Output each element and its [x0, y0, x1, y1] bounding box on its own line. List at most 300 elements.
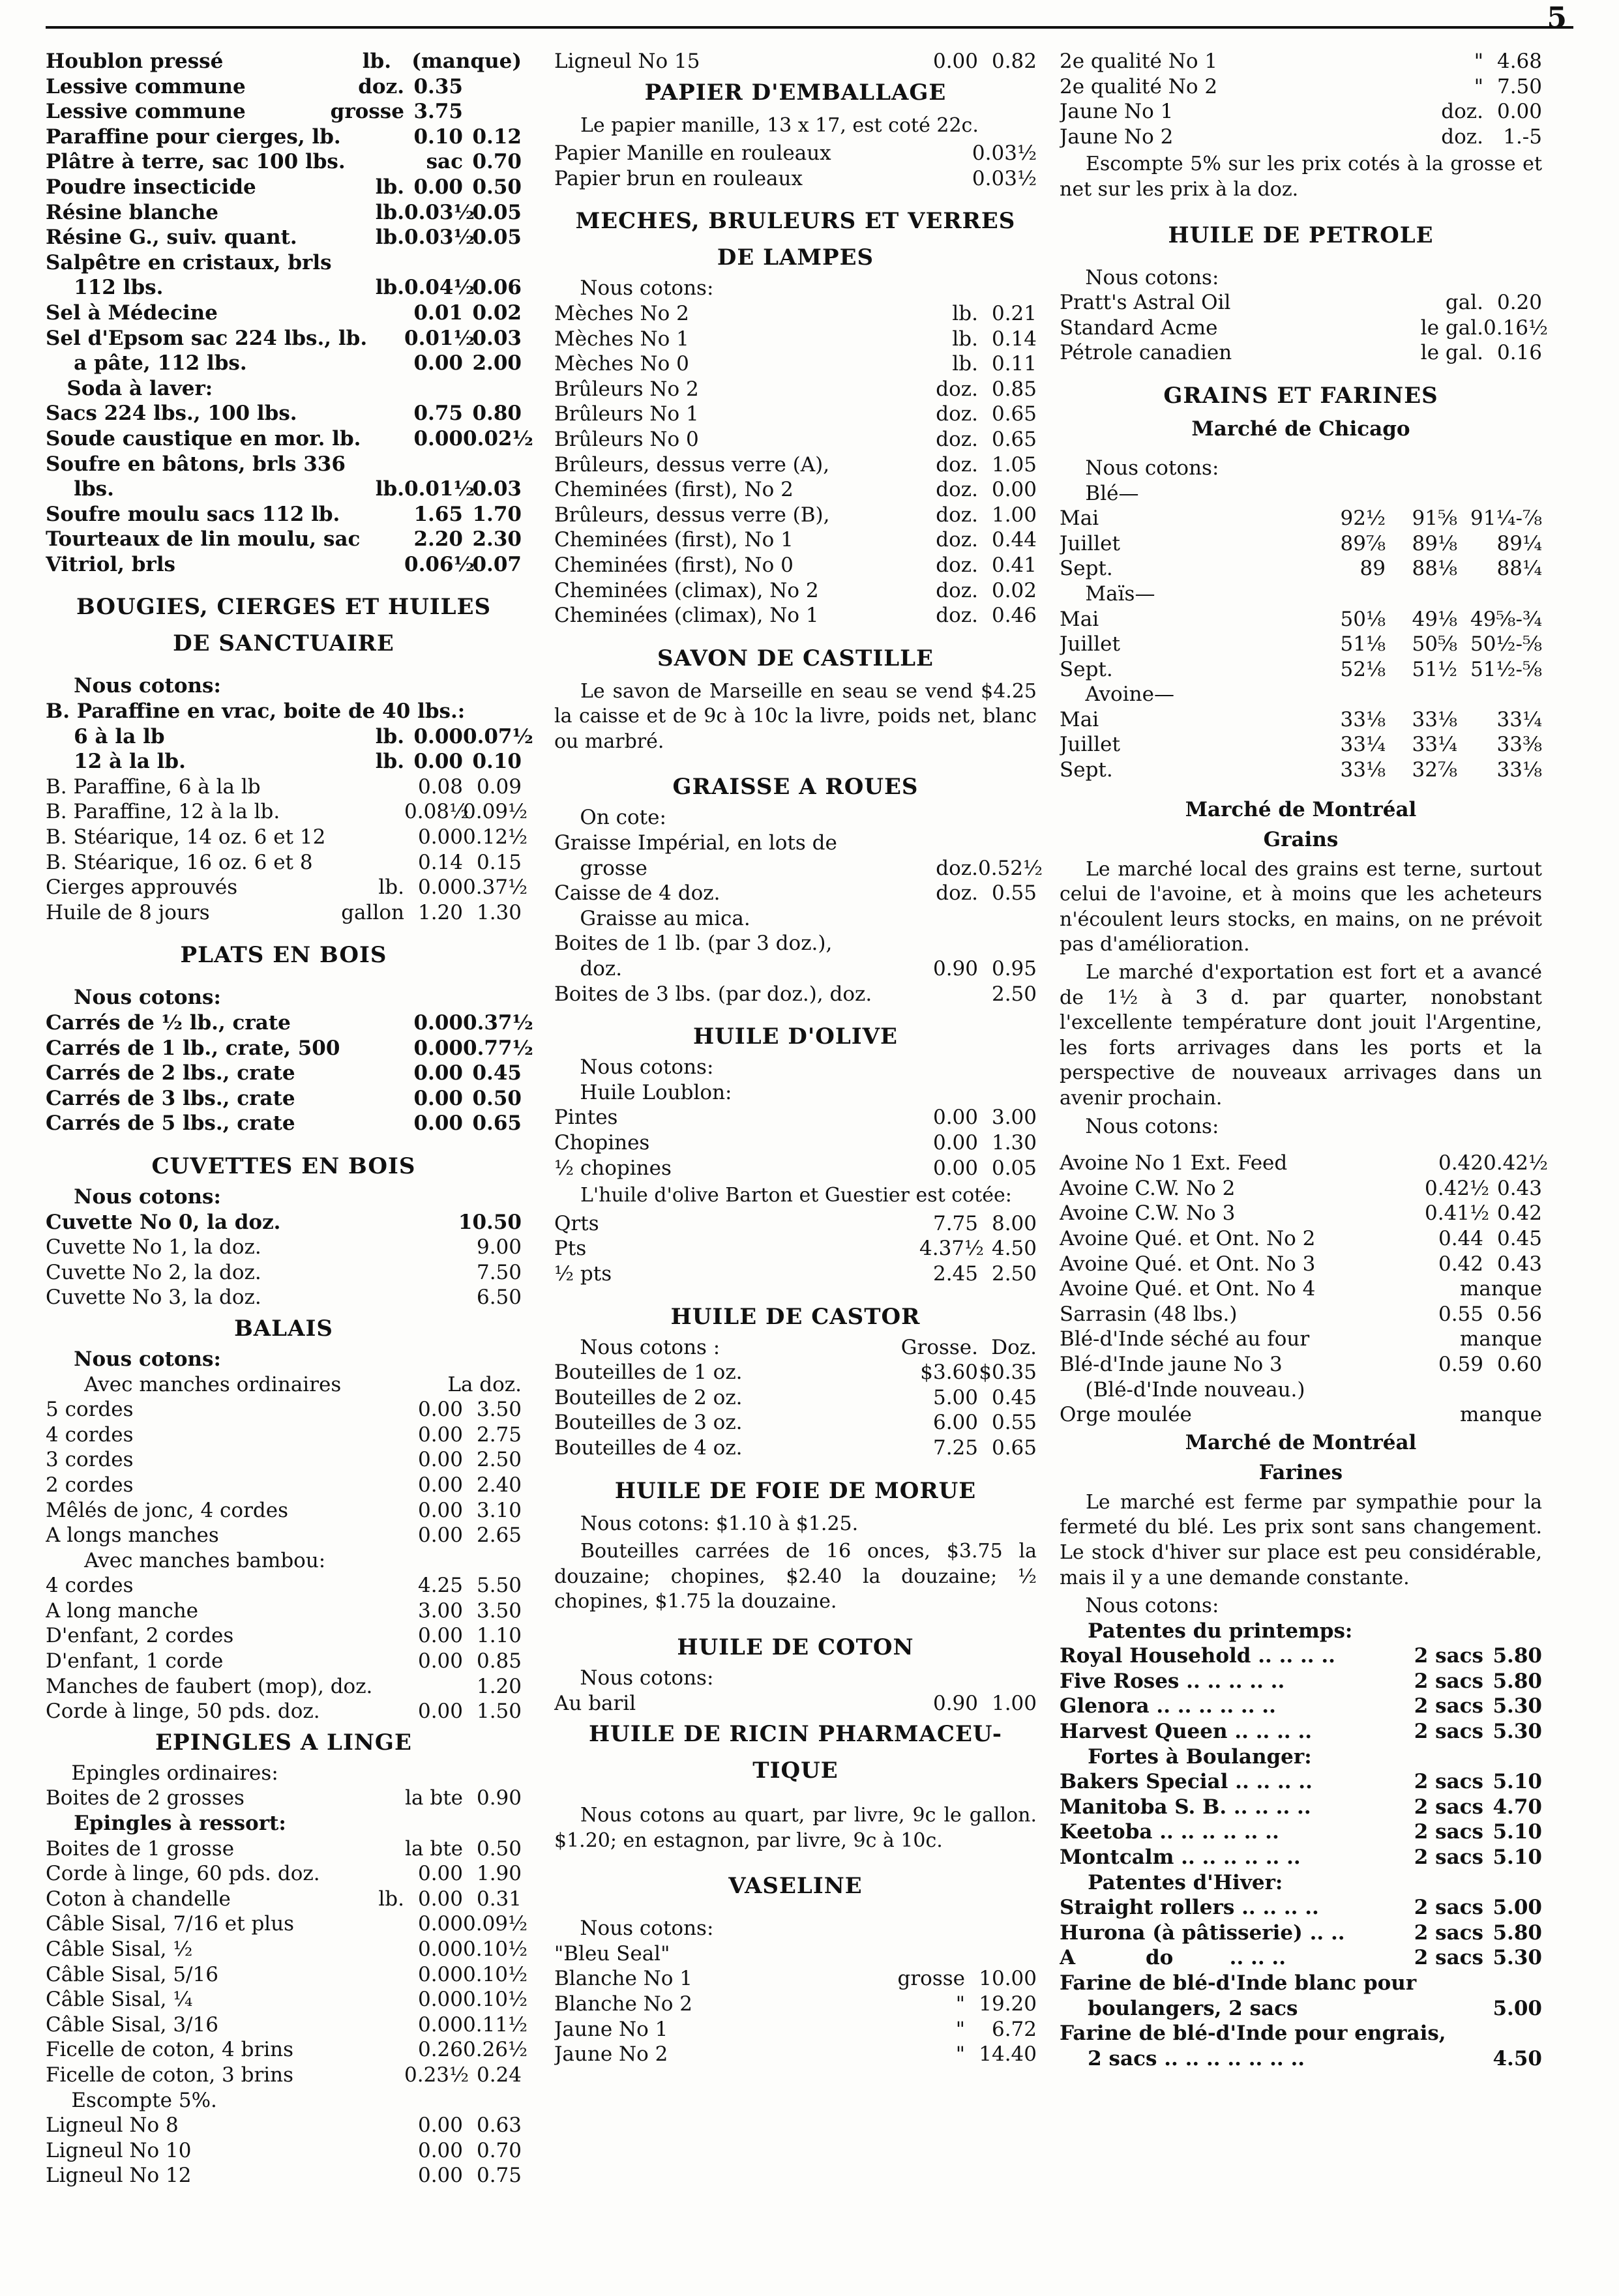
item-value: 0.00 [417, 1962, 463, 1986]
item-value: 1.20 [417, 900, 463, 924]
price-row [46, 1498, 522, 1523]
price-row [46, 351, 522, 376]
item-label: Mêlés de jonc, 4 cordes [46, 1498, 288, 1522]
item-value: 0.05 [472, 226, 522, 250]
item-value: 2.45 [932, 1261, 978, 1286]
item-value: 7.50 [1496, 74, 1542, 98]
price-row [1060, 632, 1542, 657]
item-value: 0.05 [991, 1156, 1037, 1180]
item-value: 0.04½ [404, 276, 475, 300]
item-value: 0.23½ [404, 2063, 469, 2087]
item-label: Nous cotons: [1060, 1114, 1219, 1138]
spacer [554, 1856, 1037, 1868]
price-row [1060, 1226, 1542, 1252]
item-value: 0.09½ [463, 800, 528, 824]
item-label: D'enfant, 1 corde [46, 1649, 224, 1673]
section-subheading: Farines [1258, 1460, 1343, 1484]
item-value: 33⅛ [1340, 707, 1386, 731]
item-label: Papier brun en rouleaux [554, 166, 803, 190]
section-subheading: Grains [1263, 827, 1339, 851]
item-value: 0.00 [413, 426, 463, 450]
item-label: Chopines [554, 1131, 650, 1155]
item-label: Keetoba .. .. .. .. .. .. [1060, 1820, 1279, 1844]
item-value: 1.10 [476, 1624, 522, 1648]
price-row [1060, 290, 1542, 316]
item-value: 0.00 [417, 1624, 463, 1648]
spacer [554, 1007, 1037, 1018]
item-value: 0.01½ [404, 477, 475, 501]
section-subheading: Marché de Montréal [1185, 797, 1417, 821]
item-label: Caisse de 4 doz. [554, 881, 720, 905]
item-label: Jaune No 1 [1060, 100, 1174, 124]
item-label: Résine G., suiv. quant. [46, 226, 297, 250]
price-row [1060, 1819, 1542, 1845]
section-heading: GRAINS ET FARINES [1163, 382, 1438, 409]
item-label: Farine de blé-d'Inde blanc pour [1060, 1971, 1417, 1995]
item-value: 0.03 [472, 326, 522, 350]
item-label: Avoine No 1 Ext. Feed [1060, 1151, 1288, 1175]
item-value: 92½ [1340, 507, 1386, 531]
item-label: Straight rollers .. .. .. .. [1060, 1896, 1319, 1920]
item-value: 0.10½ [463, 1962, 528, 1986]
price-row [1060, 265, 1542, 291]
item-value: 2.40 [476, 1473, 522, 1497]
item-value: 0.55 [1438, 1302, 1483, 1326]
price-row [554, 1055, 1037, 1080]
item-label: Patentes d'Hiver: [1060, 1870, 1283, 1894]
item-value: 4.50 [991, 1237, 1037, 1261]
item-label: Paraffine pour cierges, lb. [46, 125, 341, 149]
price-row [46, 985, 522, 1010]
item-value: $0.35 [979, 1361, 1037, 1385]
item-label: Glenora .. .. .. .. .. .. [1060, 1694, 1276, 1718]
item-value: (manque) [411, 50, 522, 73]
item-value: manque [1460, 1327, 1542, 1351]
item-label: Sept. [1060, 758, 1113, 782]
item-label: 12 à la lb. [46, 750, 186, 774]
top-rule [46, 26, 1573, 29]
item-label: Sacs 224 lbs., 100 lbs. [46, 402, 297, 426]
price-row [46, 149, 522, 175]
price-row [1060, 1945, 1542, 1971]
price-row [1060, 531, 1542, 557]
price-row [1060, 1593, 1542, 1619]
price-row [554, 377, 1037, 402]
price-row [46, 1086, 522, 1111]
item-value: 5.50 [476, 1574, 522, 1598]
item-label: Boites de 1 lb. (par 3 doz.), [554, 932, 833, 956]
section-subheading: Marché de Montréal [1185, 1430, 1417, 1454]
item-label: Mai [1060, 507, 1099, 531]
item-value: 1.-5 [1503, 125, 1542, 149]
item-value: 0.45 [1496, 1226, 1542, 1250]
price-row [46, 1061, 522, 1086]
price-row [46, 1573, 522, 1598]
price-row [46, 1473, 522, 1498]
item-value: 2.30 [472, 527, 522, 552]
item-value: 0.14 [417, 850, 463, 874]
item-label: Brûleurs, dessus verre (B), [554, 503, 830, 527]
price-row [46, 452, 522, 477]
item-label: D'enfant, 2 cordes [46, 1624, 234, 1648]
item-label: Câble Sisal, 3/16 [46, 2012, 218, 2037]
item-label: Pétrole canadien [1060, 341, 1232, 365]
item-label: Lessive commune [46, 100, 246, 124]
paragraph: Le marché d'exportation est fort et a avancé de 1½ à 3 d. par quarter, nonobstant l'excellente température dont jouit l'Argentine, les forts arrivages dans les ports et la perspective de nouveaux arrivages dans un avenir prochain. [1060, 961, 1542, 1110]
section-heading: DE SANCTUAIRE [173, 630, 394, 657]
item-value: 3.10 [476, 1498, 522, 1522]
item-value: " [1474, 50, 1483, 73]
item-label: Brûleurs, dessus verre (A), [554, 452, 830, 477]
item-label: Nous cotons: [554, 1666, 714, 1690]
item-value: 89 [1359, 557, 1386, 581]
price-row [1060, 340, 1542, 366]
price-row [46, 1937, 528, 1962]
item-value: 3.75 [413, 100, 463, 124]
item-value: doz. [936, 553, 978, 577]
price-row [1060, 657, 1542, 683]
item-label: Câble Sisal, ½ [46, 1937, 193, 1961]
item-label: 3 cordes [46, 1448, 134, 1472]
item-value: 14.40 [979, 2042, 1037, 2067]
page-number: 5 [1547, 1, 1567, 35]
item-value: 8.00 [991, 1211, 1037, 1235]
item-value: lb. [952, 352, 978, 376]
price-row [46, 250, 522, 276]
item-value: 4.25 [417, 1574, 463, 1598]
price-row [46, 1623, 522, 1649]
item-value: 0.00 [413, 1061, 463, 1085]
item-value: 1.50 [476, 1700, 522, 1724]
item-value: 0.20 [1496, 291, 1542, 315]
item-value: 0.00 [417, 1448, 463, 1472]
price-row [46, 502, 522, 527]
item-label: Cuvette No 3, la doz. [46, 1286, 261, 1310]
item-value: 52⅛ [1340, 657, 1386, 681]
item-label: A do .. .. .. [1060, 1946, 1286, 1970]
item-value: 0.03½ [404, 200, 475, 224]
price-row [46, 175, 522, 200]
spacer [1060, 205, 1542, 217]
item-label: Nous cotons: [1060, 1594, 1219, 1618]
price-row [1060, 316, 1549, 341]
item-value: 0.00 [1496, 100, 1542, 124]
item-value: 4.50 [1493, 2046, 1542, 2070]
item-value: 0.07½ [463, 724, 533, 748]
item-value: doz. [936, 881, 978, 905]
item-value: doz. [936, 478, 978, 502]
item-label: Cierges approuvés [46, 876, 238, 900]
price-row [46, 527, 522, 552]
spacer [554, 1461, 1037, 1473]
price-row [1060, 2021, 1542, 2046]
item-label: Brûleurs No 2 [554, 377, 699, 401]
price-row [46, 49, 522, 74]
item-value: 91⅝ [1412, 507, 1457, 531]
item-label: Huile de 8 jours [46, 900, 210, 924]
item-value: 7.75 [932, 1211, 978, 1235]
item-label: B. Stéarique, 16 oz. 6 et 8 [46, 850, 313, 874]
item-value: 0.00 [932, 1156, 978, 1180]
paragraph: L'huile d'olive Barton et Guestier est cotée: [580, 1184, 1012, 1207]
item-value: 2 sacs [1414, 1770, 1483, 1794]
item-label: Mai [1060, 607, 1099, 631]
item-value: 33¼ [1496, 707, 1542, 731]
price-row [46, 1111, 522, 1136]
price-row [46, 1548, 522, 1574]
item-value: 5.00 [932, 1385, 978, 1409]
item-label: Jaune No 1 [554, 2017, 668, 2041]
item-value: 0.10 [472, 750, 522, 774]
item-value: doz. [1441, 125, 1483, 149]
item-label: Escompte 5%. [46, 2088, 217, 2112]
price-row [46, 1010, 533, 1036]
price-row [46, 552, 522, 578]
price-row [554, 1236, 1037, 1261]
item-value: 0.00 [413, 1011, 463, 1035]
section-heading: CUVETTES EN BOIS [151, 1153, 416, 1179]
price-row [554, 1691, 1037, 1716]
item-label: Graisse Impérial, en lots de [554, 831, 837, 855]
item-label: Sel d'Epsom sac 224 lbs., lb. [46, 326, 368, 350]
item-value: 2 sacs [1414, 1795, 1483, 1819]
item-value: 0.65 [991, 402, 1037, 426]
item-label: Blé— [1060, 481, 1139, 505]
item-label: Mèches No 1 [554, 327, 689, 351]
item-label: Boites de 1 grosse [46, 1836, 235, 1861]
item-value: 33⅛ [1496, 758, 1542, 782]
item-value: 2.20 [413, 527, 463, 552]
item-value: 0.00 [932, 1106, 978, 1130]
price-row [1060, 581, 1542, 607]
item-value: " [955, 2042, 965, 2067]
price-row [554, 1080, 1037, 1106]
item-label: Avoine Qué. et Ont. No 3 [1060, 1252, 1316, 1276]
item-label: Brûleurs No 0 [554, 427, 699, 451]
item-value: 0.26 [417, 2038, 463, 2062]
item-value: 0.90 [932, 1691, 978, 1715]
item-value: 0.70 [476, 2138, 522, 2162]
item-label: 5 cordes [46, 1398, 134, 1422]
item-label: Pratt's Astral Oil [1060, 291, 1231, 315]
item-value: doz. [936, 503, 978, 527]
item-value: 0.01½ [404, 326, 475, 350]
item-label: Tourteaux de lin moulu, sac [46, 527, 361, 552]
item-label: Nous cotons: [1060, 265, 1219, 289]
item-label: Câble Sisal, 7/16 et plus [46, 1912, 295, 1936]
item-label: Papier Manille en rouleaux [554, 141, 831, 166]
price-row [46, 2088, 522, 2113]
price-row [554, 527, 1037, 553]
price-row [46, 900, 522, 926]
item-label: grosse [554, 856, 647, 880]
item-label: Qrts [554, 1211, 599, 1235]
item-value: 0.00 [413, 175, 463, 199]
item-value: 1.70 [472, 502, 522, 526]
price-row [554, 1435, 1037, 1461]
item-value: 0.44 [1438, 1226, 1483, 1250]
price-row [554, 351, 1037, 377]
item-label: (Blé-d'Inde nouveau.) [1060, 1377, 1305, 1402]
item-label: Corde à linge, 50 pds. doz. [46, 1700, 320, 1724]
price-row [1060, 732, 1542, 758]
item-value: 33⅜ [1496, 733, 1542, 757]
item-label: Bouteilles de 3 oz. [554, 1411, 743, 1435]
item-label: Vitriol, brls [46, 552, 175, 576]
item-label: Nous cotons : [554, 1335, 720, 1359]
item-value: 0.77½ [463, 1036, 533, 1060]
section-heading: BOUGIES, CIERGES ET HUILES [76, 594, 492, 621]
item-value: 1.05 [991, 452, 1037, 477]
item-value: 0.00 [417, 2012, 463, 2037]
price-row [46, 724, 533, 750]
item-value: 0.11 [991, 352, 1037, 376]
price-row [1060, 1845, 1542, 1870]
item-value: 10.00 [979, 1967, 1037, 1991]
price-row [1060, 1895, 1542, 1921]
item-value: 0.00 [417, 1523, 463, 1548]
price-row [1060, 607, 1542, 632]
item-value: 0.85 [476, 1649, 522, 1673]
item-value: 0.00 [417, 1988, 463, 2012]
section-heading: HUILE D'OLIVE [693, 1023, 898, 1050]
price-row [1060, 1176, 1542, 1201]
price-row [554, 452, 1037, 478]
item-label: a pâte, 112 lbs. [46, 351, 247, 375]
item-label: 112 lbs. [46, 276, 164, 300]
price-row [554, 477, 1037, 503]
price-row [46, 426, 533, 452]
item-label: boulangers, 2 sacs [1060, 1996, 1298, 2020]
price-row [46, 1397, 522, 1422]
item-label: Orge moulée [1060, 1403, 1192, 1427]
spacer [554, 757, 1037, 769]
item-value: 0.00 [417, 1498, 463, 1522]
item-value: 2 sacs [1414, 1644, 1483, 1668]
price-row [46, 1836, 522, 1862]
item-value: 0.41 [991, 553, 1037, 577]
item-label: Bouteilles de 4 oz. [554, 1435, 743, 1460]
item-value: " [1474, 74, 1483, 98]
spacer [1060, 444, 1542, 456]
item-value: Doz. [991, 1335, 1037, 1359]
item-value: 0.52½ [978, 856, 1043, 880]
spacer [554, 628, 1037, 640]
price-row [46, 1185, 522, 1210]
price-row [46, 1962, 528, 1988]
item-value: 0.02 [472, 301, 522, 325]
paragraph: Bouteilles carrées de 16 onces, $3.75 la douzaine; chopines, $2.40 la douzaine; ½ chopines, $1.75 la douzaine. [554, 1540, 1037, 1613]
item-value: 0.44 [991, 528, 1037, 552]
item-value: 6.00 [932, 1411, 978, 1435]
item-value: 0.70 [472, 150, 522, 174]
item-label: 6 à la lb [46, 724, 165, 748]
item-label: 2e qualité No 2 [1060, 74, 1218, 98]
item-value: 0.12½ [463, 825, 528, 849]
item-label: Soda à laver: [46, 376, 213, 400]
price-row [554, 578, 1037, 604]
item-value: 0.43 [1496, 1252, 1542, 1276]
column-right [1060, 49, 1549, 2071]
item-value: manque [1460, 1403, 1542, 1427]
item-value: 0.09 [476, 774, 522, 799]
item-value: 0.16½ [1483, 316, 1549, 340]
item-label: Five Roses .. .. .. .. .. [1060, 1669, 1285, 1693]
item-label: On cote: [554, 806, 666, 830]
section-heading: VASELINE [728, 1873, 863, 1900]
item-value: doz. [936, 427, 978, 451]
item-value: sac [426, 150, 463, 174]
item-label: Cuvette No 0, la doz. [46, 1210, 281, 1234]
item-value: 0.42½ [1483, 1151, 1549, 1175]
item-value: 0.59 [1438, 1352, 1483, 1376]
item-value: lb. [952, 327, 978, 351]
price-row [46, 1786, 522, 1811]
item-label: Plâtre à terre, sac 100 lbs. [46, 150, 346, 174]
spacer [554, 191, 1037, 203]
item-value: 0.00 [413, 351, 463, 375]
item-value: 2 sacs [1414, 1694, 1483, 1718]
price-row [1060, 1327, 1542, 1352]
item-label: Juillet [1060, 531, 1120, 555]
item-value: 3.50 [476, 1598, 522, 1623]
spacer [554, 1789, 1037, 1801]
price-row [1060, 1402, 1542, 1428]
item-value: 5.80 [1493, 1921, 1542, 1945]
paragraph: Le marché local des grains est terne, surtout celui de l'avoine, et à moins que les acheteurs n'écoulent leurs stocks, en mains, on ne prévoit pas d'amélioration. [1060, 857, 1542, 956]
item-value: lb. [378, 876, 404, 900]
item-value: doz. [358, 74, 404, 98]
item-value: 2 sacs [1414, 1896, 1483, 1920]
price-row [554, 301, 1037, 327]
price-row [554, 1992, 1037, 2017]
item-value: 2 sacs [1414, 1846, 1483, 1870]
price-row [554, 603, 1037, 628]
item-label: Ligneul No 12 [46, 2164, 192, 2188]
item-value: 0.00 [417, 1649, 463, 1673]
item-value: 0.00 [417, 1422, 463, 1447]
item-label: Nous cotons: [46, 674, 221, 698]
item-value: 5.00 [1493, 1996, 1542, 2020]
price-row [46, 99, 522, 125]
item-label: Câble Sisal, 5/16 [46, 1962, 218, 1986]
item-label: Juillet [1060, 632, 1120, 656]
price-row [554, 402, 1037, 427]
price-row [1060, 1377, 1542, 1403]
item-value: 0.00 [417, 2164, 463, 2188]
price-row [554, 856, 1043, 881]
item-value: le gal. [1420, 316, 1483, 340]
item-value: 0.00 [932, 1131, 978, 1155]
price-row [1060, 1795, 1542, 1820]
item-value: " [955, 2017, 965, 2041]
price-row [1060, 506, 1542, 531]
item-value: 3.50 [476, 1398, 522, 1422]
item-label: Pintes [554, 1106, 618, 1130]
item-value: lb. [375, 750, 404, 774]
price-row [46, 1811, 522, 1836]
item-value: " [955, 1992, 965, 2016]
item-value: 0.42 [1438, 1252, 1483, 1276]
item-value: la bte [405, 1836, 463, 1861]
item-value: 1.00 [991, 503, 1037, 527]
item-label: 2e qualité No 1 [1060, 50, 1218, 73]
item-value: 0.03½ [972, 141, 1037, 166]
item-label: Corde à linge, 60 pds. doz. [46, 1862, 320, 1886]
item-label: Cuvette No 1, la doz. [46, 1235, 261, 1259]
item-value: 0.02½ [463, 426, 533, 450]
item-value: lb. [375, 477, 404, 501]
